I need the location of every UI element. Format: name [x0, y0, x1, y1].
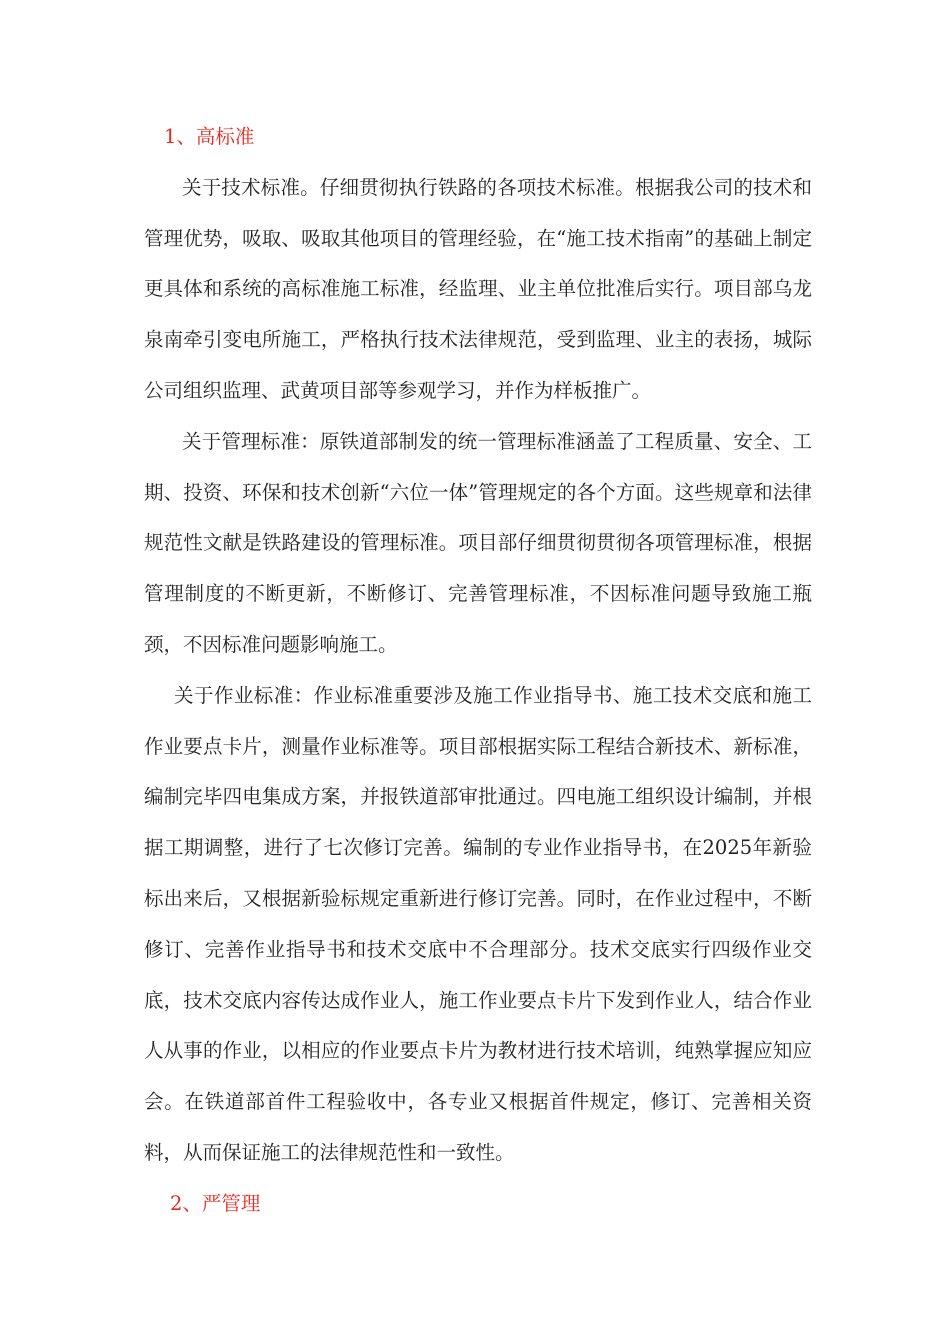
paragraph-management-standard: 关于管理标准：原铁道部制发的统一管理标准涵盖了工程质量、安全、工期、投资、环保和技术创新“六位一体”管理规定的各个方面。这些规章和法律规范性文献是铁路建设的管理标准。项目部仔细贯彻贯彻各项管理标准，根据管理制度的不断更新，不断修订、完善管理标准，不因标准问题导致施工瓶颈，不因标准问题影响施工。: [144, 429, 812, 656]
section-heading-2: 2、严管理: [170, 1191, 261, 1215]
paragraph-operation-standard: 关于作业标准：作业标准重要涉及施工作业指导书、施工技术交底和施工作业要点卡片，测量作业标准等。项目部根据实际工程结合新技术、新标准，编制完毕四电集成方案，并报铁道部审批通过。四电施工组织设计编制，并根据工期调整，进行了七次修订完善。编制的专业作业指导书，在2025年新验标出来后，又根据新验标规定重新进行修订完善。同时，在作业过程中，不断修订、完善作业指导书和技术交底中不合理部分。技术交底实行四级作业交底，技术交底内容传达成作业人，施工作业要点卡片下发到作业人，结合作业人从事的作业，以相应的作业要点卡片为教材进行技术培训，纯熟掌握应知应会。在铁道部首件工程验收中，各专业又根据首件规定，修订、完善相关资料，从而保证施工的法律规范性和一致性。: [144, 683, 812, 1164]
section-heading-1: 1、高标准: [164, 125, 255, 148]
document-body: [144, 112, 812, 1230]
paragraph-technical-standard: 关于技术标准。仔细贯彻执行铁路的各项技术标准。根据我公司的技术和管理优势，吸取、吸取其他项目的管理经验，在“施工技术指南”的基础上制定更具体和系统的高标准施工标准，经监理、业主单位批准后实行。项目部乌龙泉南牵引变电所施工，严格执行技术法律规范，受到监理、业主的表扬，城际公司组织监理、武黄项目部等参观学习，并作为样板推广。: [144, 175, 812, 402]
